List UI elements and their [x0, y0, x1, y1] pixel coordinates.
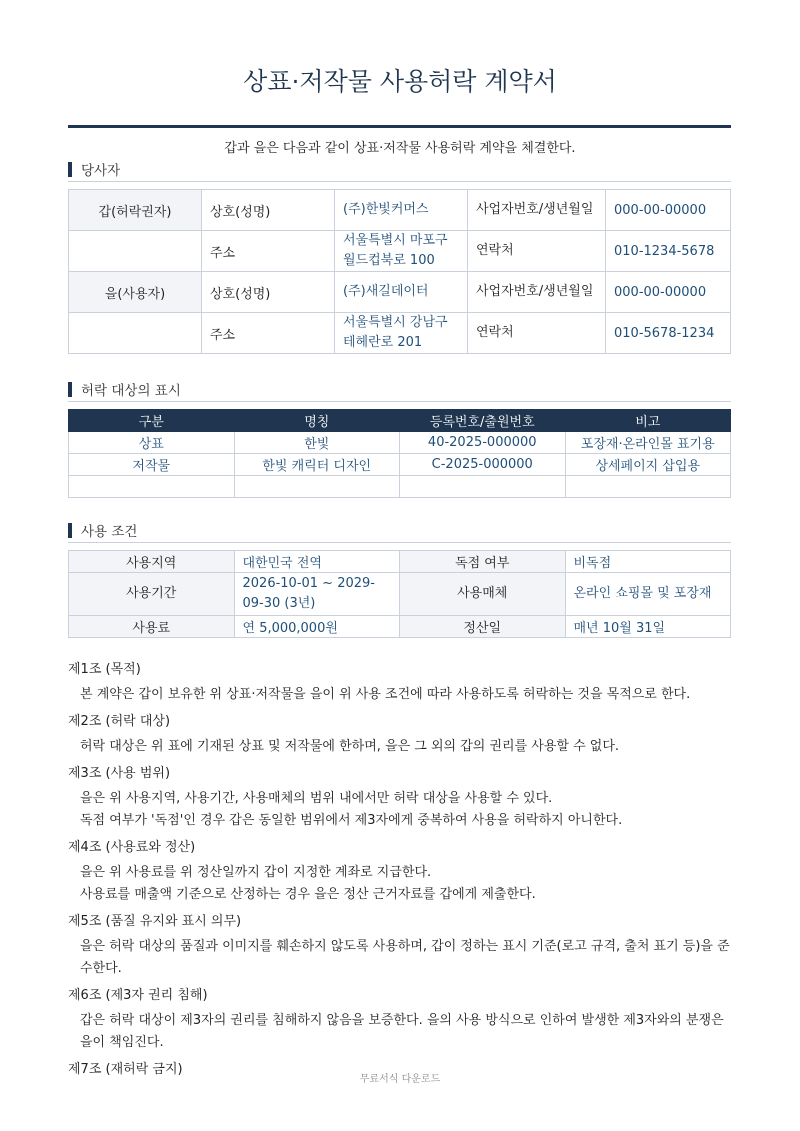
article-6-body — [68, 1010, 733, 1054]
section-marker — [68, 523, 72, 538]
field-label-bizno: 사업자번호/생년월일 — [468, 272, 606, 313]
section-heading-parties — [68, 159, 731, 182]
field-label-address: 주소 — [202, 313, 335, 354]
article-3-body — [68, 788, 733, 832]
term-label-period: 사용기간 — [69, 573, 235, 616]
term-value-region: 대한민국 전역 — [234, 551, 400, 573]
article-5-title: 제5조 (품질 유지와 표시 의무) — [68, 914, 242, 929]
table-row — [69, 190, 731, 231]
table-row — [69, 272, 731, 313]
article-5-body — [68, 936, 733, 980]
article-paragraph: 허락 대상은 위 표에 기재된 상표 및 저작물에 한하며, 을은 그 외의 갑의 권리를 사용할 수 없다. — [80, 739, 620, 754]
table-cell: 상표 — [69, 432, 235, 454]
section-label: 사용 조건 — [81, 524, 138, 540]
footer-text: 무료서식 다운로드 — [359, 1074, 441, 1085]
term-label-exclusive: 독점 여부 — [400, 551, 566, 573]
party-b-name: (주)새길데이터 — [335, 272, 468, 313]
table-cell: 한빛 — [234, 432, 400, 454]
section-label: 허락 대상의 표시 — [81, 383, 181, 399]
term-value-settle: 매년 10월 31일 — [565, 616, 731, 638]
table-row — [69, 476, 731, 498]
article-paragraph: 갑은 허락 대상이 제3자의 권리를 침해하지 않음을 보증한다. 을의 사용 방식으로 인하여 발생한 제3자와의 분쟁은 을이 책임진다. — [80, 1013, 724, 1050]
table-row — [69, 231, 731, 272]
table-header-row — [69, 410, 731, 432]
table-row — [69, 432, 731, 454]
article-paragraph: 을은 위 사용지역, 사용기간, 사용매체의 범위 내에서만 허락 대상을 사용할 수 있다. — [80, 791, 553, 806]
field-label-name: 상호(성명) — [202, 272, 335, 313]
field-label-bizno: 사업자번호/생년월일 — [468, 190, 606, 231]
article-2-title: 제2조 (허락 대상) — [68, 714, 171, 729]
table-row — [69, 551, 731, 573]
party-a-contact: 010-1234-5678 — [606, 231, 731, 272]
term-value-fee: 연 5,000,000원 — [234, 616, 400, 638]
section-marker — [68, 382, 72, 397]
table-cell: 포장재·온라인몰 표기용 — [565, 432, 731, 454]
field-label-address: 주소 — [202, 231, 335, 272]
article-paragraph: 독점 여부가 '독점'인 경우 갑은 동일한 범위에서 제3자에게 중복하여 사용을 허락하지 아니한다. — [80, 813, 623, 828]
article-3-title: 제3조 (사용 범위) — [68, 766, 171, 781]
party-b-address: 서울특별시 강남구 테헤란로 201 — [335, 313, 468, 354]
table-cell: 한빛 캐릭터 디자인 — [234, 454, 400, 476]
target-table — [68, 409, 731, 498]
party-b-bizno: 000-00-00000 — [606, 272, 731, 313]
column-header: 등록번호/출원번호 — [400, 410, 566, 432]
article-1-title: 제1조 (목적) — [68, 662, 141, 677]
term-value-period: 2026-10-01 ~ 2029-09-30 (3년) — [234, 573, 400, 616]
article-2-body — [68, 736, 733, 758]
term-label-fee: 사용료 — [69, 616, 235, 638]
empty-cell — [69, 313, 202, 354]
table-cell: 40-2025-000000 — [400, 432, 566, 454]
article-paragraph: 본 계약은 갑이 보유한 위 상표·저작물을 을이 위 사용 조건에 따라 사용하도록 허락하는 것을 목적으로 한다. — [80, 687, 691, 702]
party-b-contact: 010-5678-1234 — [606, 313, 731, 354]
table-row — [69, 313, 731, 354]
column-header: 구분 — [69, 410, 235, 432]
term-label-settle: 정산일 — [400, 616, 566, 638]
article-4-body — [68, 862, 733, 906]
section-heading-terms — [68, 520, 731, 543]
column-header: 명칭 — [234, 410, 400, 432]
field-label-name: 상호(성명) — [202, 190, 335, 231]
party-a-name: (주)한빛커머스 — [335, 190, 468, 231]
term-label-region: 사용지역 — [69, 551, 235, 573]
table-cell: 상세페이지 삽입용 — [565, 454, 731, 476]
term-value-exclusive: 비독점 — [565, 551, 731, 573]
article-1-body — [68, 684, 733, 706]
article-7-title: 제7조 (재허락 금지) — [68, 1062, 183, 1077]
party-a-bizno: 000-00-00000 — [606, 190, 731, 231]
table-row — [69, 616, 731, 638]
section-heading-target — [68, 379, 731, 402]
field-label-contact: 연락처 — [468, 231, 606, 272]
article-6-title: 제6조 (제3자 권리 침해) — [68, 988, 208, 1003]
empty-cell — [69, 231, 202, 272]
terms-table — [68, 550, 731, 638]
table-cell: 저작물 — [69, 454, 235, 476]
intro-text: 갑과 을은 다음과 같이 상표·저작물 사용허락 계약을 체결한다. — [224, 141, 576, 156]
term-label-media: 사용매체 — [400, 573, 566, 616]
document-title: 상표·저작물 사용허락 계약서 — [243, 67, 557, 96]
party-b-role: 을(사용자) — [69, 272, 202, 313]
table-cell — [69, 476, 235, 498]
table-cell: C-2025-000000 — [400, 454, 566, 476]
column-header: 비고 — [565, 410, 731, 432]
title-divider — [68, 125, 731, 128]
table-cell — [400, 476, 566, 498]
section-label: 당사자 — [81, 163, 121, 179]
table-cell — [234, 476, 400, 498]
section-marker — [68, 162, 72, 177]
parties-table — [68, 189, 731, 354]
article-4-title: 제4조 (사용료와 정산) — [68, 840, 196, 855]
party-a-address: 서울특별시 마포구 월드컵북로 100 — [335, 231, 468, 272]
table-cell — [565, 476, 731, 498]
table-row — [69, 573, 731, 616]
table-row — [69, 454, 731, 476]
party-a-role: 갑(허락권자) — [69, 190, 202, 231]
article-paragraph: 을은 허락 대상의 품질과 이미지를 훼손하지 않도록 사용하며, 갑이 정하는 표시 기준(로고 규격, 출처 표기 등)을 준수한다. — [80, 939, 730, 976]
articles — [68, 660, 733, 1080]
term-value-media: 온라인 쇼핑몰 및 포장재 — [565, 573, 731, 616]
article-paragraph: 사용료를 매출액 기준으로 산정하는 경우 을은 정산 근거자료를 갑에게 제출한다. — [80, 887, 536, 902]
field-label-contact: 연락처 — [468, 313, 606, 354]
article-paragraph: 을은 위 사용료를 위 정산일까지 갑이 지정한 계좌로 지급한다. — [80, 865, 432, 880]
